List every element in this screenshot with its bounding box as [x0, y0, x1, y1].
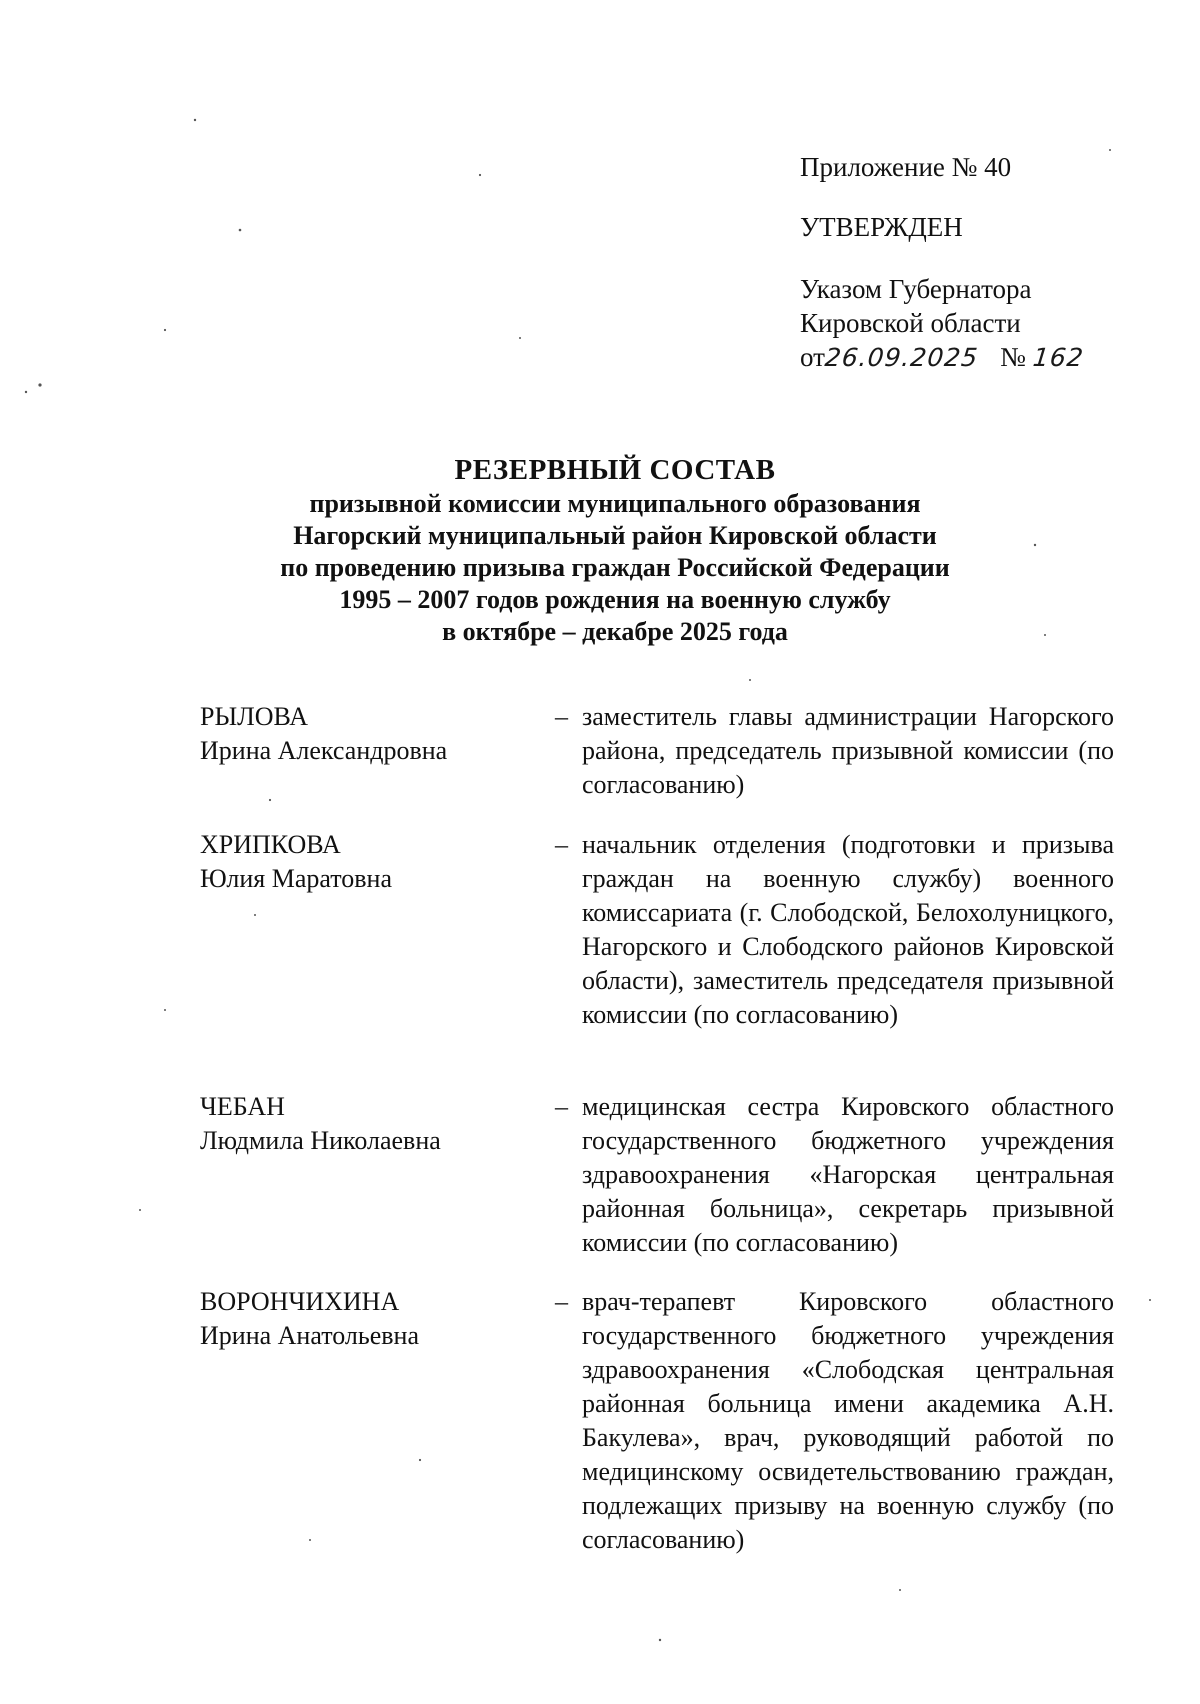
appendix-label: Приложение № 40	[800, 152, 1012, 182]
member-name	[200, 1090, 540, 1158]
member-name	[200, 828, 540, 896]
number-sign: №	[1000, 342, 1026, 372]
decree-date-line	[800, 340, 1160, 375]
member-role: начальник отделения (подготовки и призыва граждан на военную службу) военного комиссариата (г. Слободской, Белохолуницкого, Нагорского и Слободского районов Кировской области), заместитель председателя призывной комиссии (по согласованию)	[582, 830, 1114, 1029]
member-given-names: Ирина Александровна	[200, 736, 448, 765]
member-role: медицинская сестра Кировского областного государственного бюджетного учреждения здравоохранения «Нагорская центральная районная больница», секретарь призывной комиссии (по согласованию)	[582, 1092, 1114, 1257]
member-dash: –	[555, 1287, 568, 1316]
member-name	[200, 1285, 540, 1353]
member-role: заместитель главы администрации Нагорского района, председатель призывной комиссии (по согласованию)	[582, 702, 1114, 799]
member-given-names: Юлия Маратовна	[200, 864, 393, 893]
handwritten-date: 26.09.2025	[823, 343, 980, 372]
member-surname: РЫЛОВА	[200, 702, 309, 731]
decree-line-1: Указом Губернатора	[800, 274, 1032, 304]
member-surname: ЧЕБАН	[200, 1092, 285, 1121]
member-given-names: Ирина Анатольевна	[200, 1321, 419, 1350]
member-dash: –	[555, 702, 568, 731]
title-line-3: по проведению призыва граждан Российской Федерации	[280, 553, 950, 582]
decree-line-2: Кировской области	[800, 308, 1021, 338]
approved-label: УТВЕРЖДЕН	[800, 212, 963, 242]
document-title	[150, 452, 1080, 648]
member-name	[200, 700, 540, 768]
member-given-names: Людмила Николаевна	[200, 1126, 441, 1155]
date-prefix: от	[800, 342, 825, 372]
member-surname: ХРИПКОВА	[200, 830, 341, 859]
member-dash: –	[555, 830, 568, 859]
title-main: РЕЗЕРВНЫЙ СОСТАВ	[454, 454, 776, 486]
member-surname: ВОРОНЧИХИНА	[200, 1287, 400, 1316]
title-line-4: 1995 – 2007 годов рождения на военную службу	[339, 585, 891, 614]
member-role: врач-терапевт Кировского областного государственного бюджетного учреждения здравоохранения «Слободская центральная районная больница имени академика А.Н. Бакулева», врач, руководящий работой по медицинскому освидетельствованию граждан, подлежащих призыву на военную службу (по согласованию)	[582, 1287, 1114, 1554]
title-line-5: в октябре – декабре 2025 года	[442, 617, 788, 646]
title-line-2: Нагорский муниципальный район Кировской области	[293, 521, 937, 550]
title-line-1: призывной комиссии муниципального образования	[309, 489, 921, 518]
handwritten-number: 162	[1031, 343, 1085, 372]
member-dash: –	[555, 1092, 568, 1121]
approval-block	[800, 150, 1160, 375]
